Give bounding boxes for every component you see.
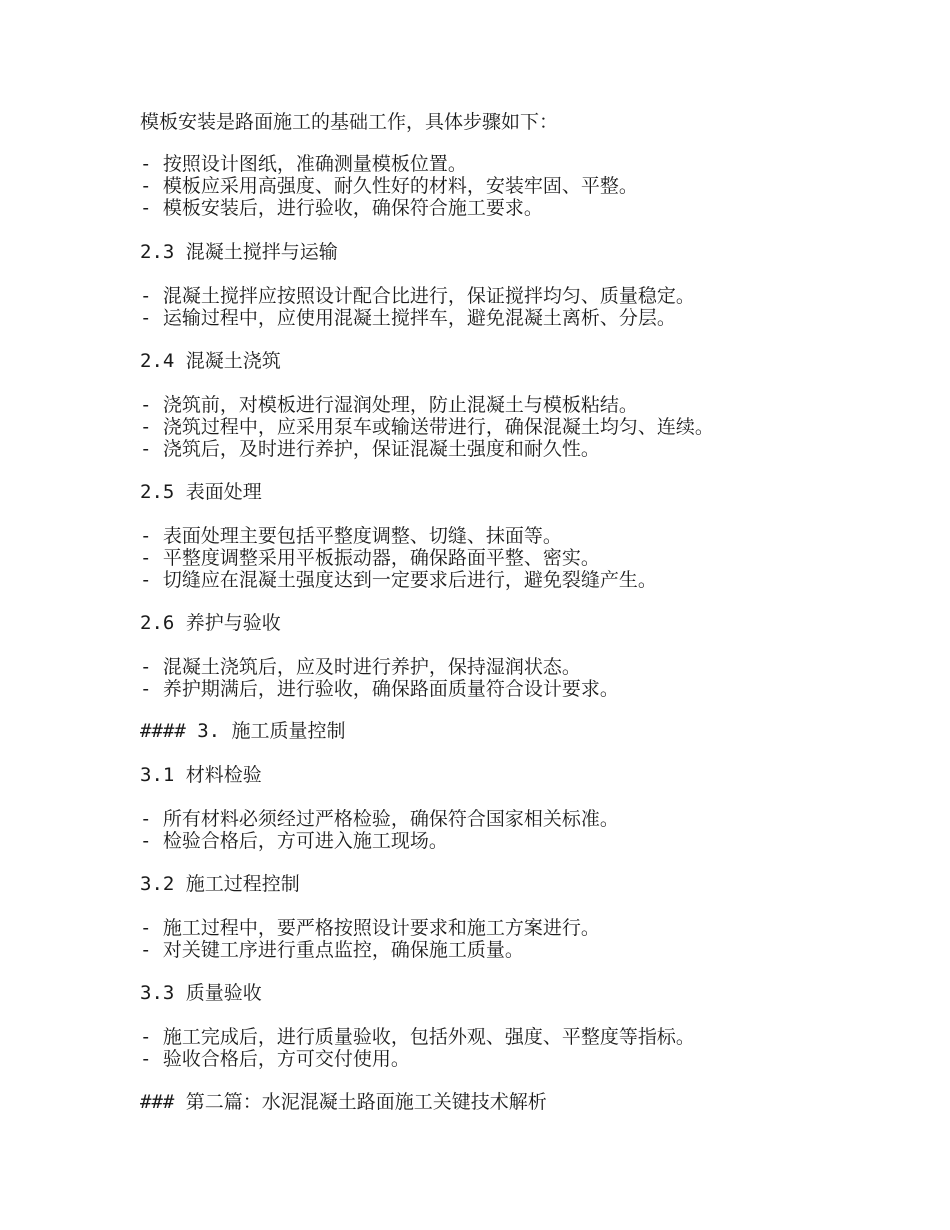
list-item: - 模板安装后，进行验收，确保符合施工要求。 — [140, 197, 543, 219]
paragraph-intro: 模板安装是路面施工的基础工作，具体步骤如下： — [140, 111, 559, 133]
list-item: - 表面处理主要包括平整度调整、切缝、抹面等。 — [140, 525, 562, 547]
list-item: - 运输过程中，应使用混凝土搅拌车，避免混凝土离析、分层。 — [140, 307, 676, 329]
list-item: - 平整度调整采用平板振动器，确保路面平整、密实。 — [140, 547, 600, 569]
part-heading: ### 第二篇：水泥混凝土路面施工关键技术解析 — [140, 1091, 547, 1113]
list-item: - 浇筑后，及时进行养护，保证混凝土强度和耐久性。 — [140, 438, 600, 460]
list-item: - 对关键工序进行重点监控，确保施工质量。 — [140, 939, 524, 961]
section-heading-2-4: 2.4 混凝土浇筑 — [140, 350, 281, 372]
chapter-heading-3: #### 3. 施工质量控制 — [140, 720, 346, 742]
list-item: - 混凝土浇筑后，应及时进行养护，保持湿润状态。 — [140, 656, 581, 678]
list-item: - 切缝应在混凝土强度达到一定要求后进行，避免裂缝产生。 — [140, 569, 657, 591]
list-item: - 养护期满后，进行验收，确保路面质量符合设计要求。 — [140, 678, 619, 700]
section-heading-3-2: 3.2 施工过程控制 — [140, 873, 300, 895]
list-item: - 按照设计图纸，准确测量模板位置。 — [140, 153, 467, 175]
section-heading-2-6: 2.6 养护与验收 — [140, 612, 281, 634]
list-item: - 模板应采用高强度、耐久性好的材料，安装牢固、平整。 — [140, 175, 638, 197]
list-item: - 施工过程中，要严格按照设计要求和施工方案进行。 — [140, 917, 600, 939]
section-heading-2-3: 2.3 混凝土搅拌与运输 — [140, 241, 338, 263]
list-item: - 检验合格后，方可进入施工现场。 — [140, 830, 448, 852]
section-heading-3-3: 3.3 质量验收 — [140, 982, 262, 1004]
section-heading-2-5: 2.5 表面处理 — [140, 481, 262, 503]
list-item: - 混凝土搅拌应按照设计配合比进行，保证搅拌均匀、质量稳定。 — [140, 285, 695, 307]
list-item: - 所有材料必须经过严格检验，确保符合国家相关标准。 — [140, 808, 619, 830]
list-item: - 验收合格后，方可交付使用。 — [140, 1048, 410, 1070]
list-item: - 浇筑过程中，应采用泵车或输送带进行，确保混凝土均匀、连续。 — [140, 416, 714, 438]
list-item: - 浇筑前，对模板进行湿润处理，防止混凝土与模板粘结。 — [140, 394, 638, 416]
section-heading-3-1: 3.1 材料检验 — [140, 764, 262, 786]
list-item: - 施工完成后，进行质量验收，包括外观、强度、平整度等指标。 — [140, 1026, 695, 1048]
